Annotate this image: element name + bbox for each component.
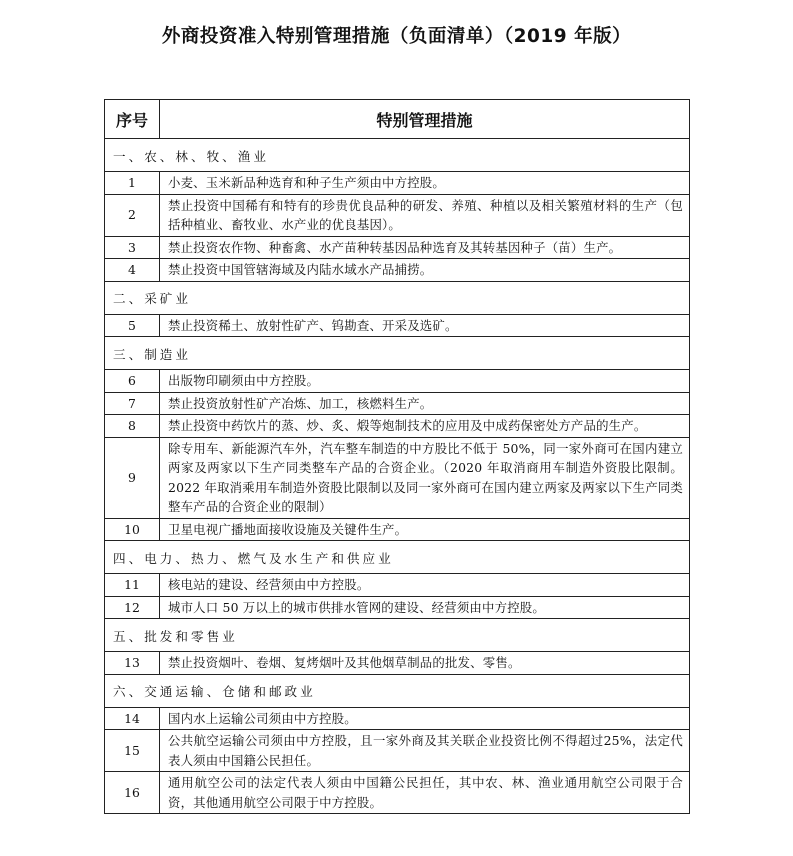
section-heading: 五、批发和零售业 [105,619,690,652]
item-number: 7 [105,392,160,415]
page-title: 外商投资准入特别管理措施（负面清单）（2019 年版） [161,26,632,47]
column-header-no: 序号 [105,100,160,139]
item-measure: 国内水上运输公司须由中方控股。 [160,707,690,730]
item-number: 2 [105,194,160,236]
item-measure: 卫星电视广播地面接收设施及关键件生产。 [160,518,690,541]
column-header-measure: 特别管理措施 [160,100,690,139]
table-row [105,370,690,393]
section-heading: 六、交通运输、仓储和邮政业 [105,674,690,707]
negative-list-table [104,99,690,814]
section-heading: 三、制造业 [105,337,690,370]
item-number: 8 [105,415,160,438]
table-row [105,259,690,282]
item-number: 16 [105,772,160,814]
table-row [105,652,690,675]
item-number: 10 [105,518,160,541]
item-number: 4 [105,259,160,282]
item-measure: 出版物印刷须由中方控股。 [160,370,690,393]
item-measure: 禁止投资农作物、种畜禽、水产苗种转基因品种选育及其转基因种子（苗）生产。 [160,236,690,259]
section-row [105,541,690,574]
section-row [105,139,690,172]
item-number: 1 [105,172,160,195]
table-row [105,392,690,415]
item-measure: 小麦、玉米新品种选育和种子生产须由中方控股。 [160,172,690,195]
section-row [105,281,690,314]
item-number: 12 [105,596,160,619]
item-measure: 核电站的建设、经营须由中方控股。 [160,574,690,597]
item-number: 9 [105,437,160,518]
table-row [105,194,690,236]
item-measure: 禁止投资放射性矿产冶炼、加工，核燃料生产。 [160,392,690,415]
table-row [105,236,690,259]
section-row [105,674,690,707]
item-measure: 禁止投资烟叶、卷烟、复烤烟叶及其他烟草制品的批发、零售。 [160,652,690,675]
item-number: 6 [105,370,160,393]
section-heading: 四、电力、热力、燃气及水生产和供应业 [105,541,690,574]
table-row [105,574,690,597]
item-measure: 禁止投资中国稀有和特有的珍贵优良品种的研发、养殖、种植以及相关繁殖材料的生产（包括种植业、畜牧业、水产业的优良基因）。 [160,194,690,236]
item-number: 11 [105,574,160,597]
section-heading: 二、采矿业 [105,281,690,314]
table-row [105,772,690,814]
section-row [105,619,690,652]
table-row [105,415,690,438]
item-measure: 公共航空运输公司须由中方控股，且一家外商及其关联企业投资比例不得超过25%，法定代表人须由中国籍公民担任。 [160,730,690,772]
item-number: 13 [105,652,160,675]
table-header-row [105,100,690,139]
table-row [105,596,690,619]
item-measure: 禁止投资中国管辖海域及内陆水域水产品捕捞。 [160,259,690,282]
section-row [105,337,690,370]
table-row [105,314,690,337]
table-row [105,437,690,518]
item-number: 15 [105,730,160,772]
table-row [105,730,690,772]
item-measure: 除专用车、新能源汽车外，汽车整车制造的中方股比不低于 50%，同一家外商可在国内建立两家及两家以下生产同类整车产品的合资企业。（2020 年取消商用车制造外资股比限制。2022 年取消乘用车制造外资股比限制以及同一家外商可在国内建立两家及两家以下生产同类整车产品的合资企业的限制） [160,437,690,518]
section-heading: 一、农、林、牧、渔业 [105,139,690,172]
item-measure: 城市人口 50 万以上的城市供排水管网的建设、经营须由中方控股。 [160,596,690,619]
table-row [105,172,690,195]
item-number: 14 [105,707,160,730]
item-measure: 通用航空公司的法定代表人须由中国籍公民担任，其中农、林、渔业通用航空公司限于合资，其他通用航空公司限于中方控股。 [160,772,690,814]
item-number: 5 [105,314,160,337]
item-measure: 禁止投资中药饮片的蒸、炒、炙、煅等炮制技术的应用及中成药保密处方产品的生产。 [160,415,690,438]
table-row [105,518,690,541]
table-row [105,707,690,730]
item-measure: 禁止投资稀土、放射性矿产、钨勘查、开采及选矿。 [160,314,690,337]
item-number: 3 [105,236,160,259]
